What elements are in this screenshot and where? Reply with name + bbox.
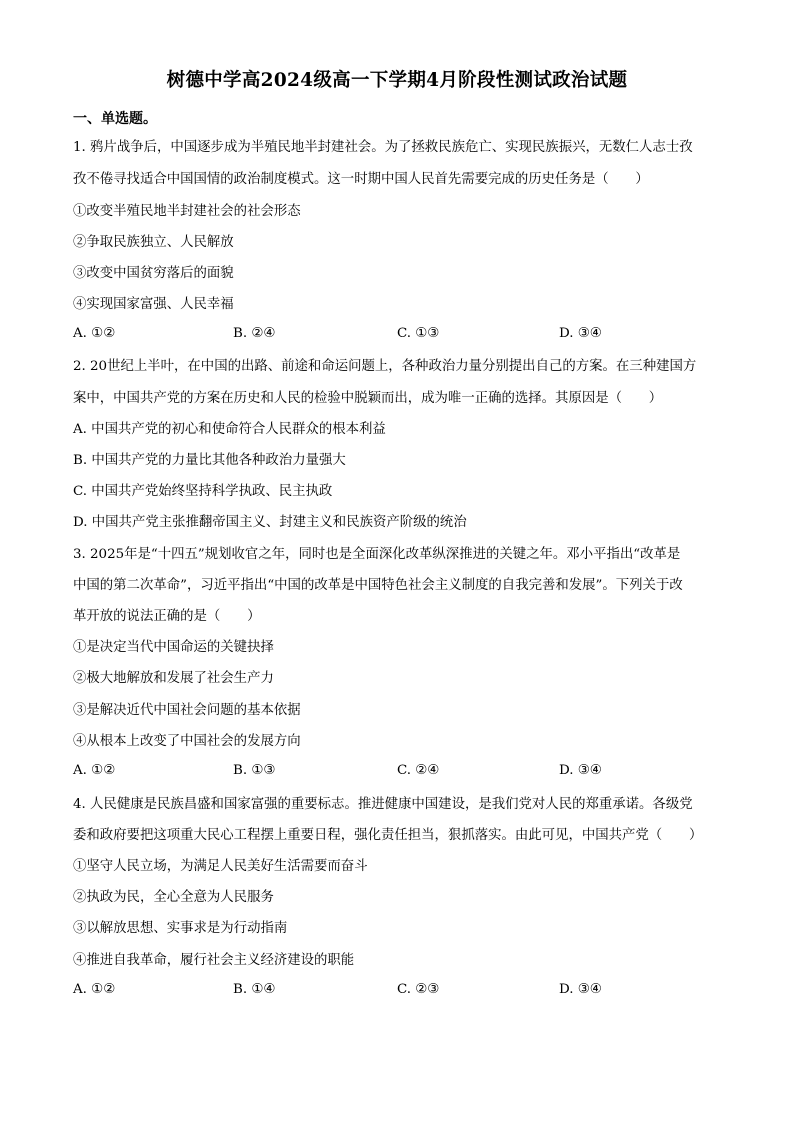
q4-option-a[interactable]: A. ①② (73, 982, 116, 997)
q1-item-4: ④实现国家富强、人民幸福 (73, 297, 234, 312)
q4-option-d[interactable]: D. ③④ (559, 982, 602, 997)
q3-option-c[interactable]: C. ②④ (397, 763, 440, 778)
q4-item-3: ③以解放思想、实事求是为行动指南 (73, 921, 288, 936)
q2-option-c[interactable]: C. 中国共产党始终坚持科学执政、民主执政 (73, 484, 333, 499)
q1-options (73, 326, 733, 346)
q2-option-d[interactable]: D. 中国共产党主张推翻帝国主义、封建主义和民族资产阶级的统治 (73, 515, 467, 530)
q2-option-b[interactable]: B. 中国共产党的力量比其他各种政治力量强大 (73, 453, 346, 468)
q2-stem-line-2: 案中，中国共产党的方案在历史和人民的检验中脱颖而出，成为唯一正确的选择。其原因是（ ） (73, 391, 663, 406)
q4-option-c[interactable]: C. ②③ (397, 982, 440, 997)
q4-stem-line-2: 委和政府要把这项重大民心工程摆上重要日程，强化责任担当，狠抓落实。由此可见，中国共产党（ ） (73, 828, 703, 843)
q3-item-1: ①是决定当代中国命运的关键抉择 (73, 640, 274, 655)
q1-stem-line-2: 孜不倦寻找适合中国国情的政治制度模式。这一时期中国人民首先需要完成的历史任务是（ ） (73, 172, 649, 187)
q4-item-2: ②执政为民，全心全意为人民服务 (73, 890, 274, 905)
q3-stem-line-1: 3. 2025年是“十四五”规划收官之年，同时也是全面深化改革纵深推进的关键之年。邓小平指出“改革是 (73, 547, 681, 562)
exam-title: 树德中学高2024级高一下学期4月阶段性测试政治试题 (166, 70, 628, 91)
q1-option-d[interactable]: D. ③④ (559, 326, 602, 341)
q3-options (73, 763, 733, 783)
q3-item-2: ②极大地解放和发展了社会生产力 (73, 671, 274, 686)
q4-stem-line-1: 4. 人民健康是民族昌盛和国家富强的重要标志。推进健康中国建设，是我们党对人民的郑重承诺。各级党 (73, 797, 693, 812)
q4-item-4: ④推进自我革命，履行社会主义经济建设的职能 (73, 953, 355, 968)
section-heading: 一、单选题。 (73, 111, 157, 127)
q4-item-1: ①坚守人民立场，为满足人民美好生活需要而奋斗 (73, 859, 368, 874)
q3-stem-line-3: 革开放的说法正确的是（ ） (73, 609, 261, 624)
q3-option-d[interactable]: D. ③④ (559, 763, 602, 778)
q2-stem-line-1: 2. 20世纪上半叶，在中国的出路、前途和命运问题上，各种政治力量分别提出自己的方案。在三种建国方 (73, 359, 697, 374)
q3-stem-line-2: 中国的第二次革命”，习近平指出“中国的改革是中国特色社会主义制度的自我完善和发展”。下列关于改 (73, 578, 683, 593)
q1-item-1: ①改变半殖民地半封建社会的社会形态 (73, 204, 301, 219)
q1-option-c[interactable]: C. ①③ (397, 326, 440, 341)
q3-item-3: ③是解决近代中国社会问题的基本依据 (73, 703, 301, 718)
q4-options (73, 982, 733, 1002)
q2-option-a[interactable]: A. 中国共产党的初心和使命符合人民群众的根本利益 (73, 422, 386, 437)
q1-item-3: ③改变中国贫穷落后的面貌 (73, 266, 234, 281)
q4-option-b[interactable]: B. ①④ (233, 982, 276, 997)
q3-option-b[interactable]: B. ①③ (233, 763, 276, 778)
q1-stem-line-1: 1. 鸦片战争后，中国逐步成为半殖民地半封建社会。为了拯救民族危亡、实现民族振兴，无数仁人志士孜 (73, 140, 693, 155)
q1-item-2: ②争取民族独立、人民解放 (73, 235, 234, 250)
q1-option-a[interactable]: A. ①② (73, 326, 116, 341)
q3-option-a[interactable]: A. ①② (73, 763, 116, 778)
q1-option-b[interactable]: B. ②④ (233, 326, 276, 341)
q3-item-4: ④从根本上改变了中国社会的发展方向 (73, 734, 301, 749)
